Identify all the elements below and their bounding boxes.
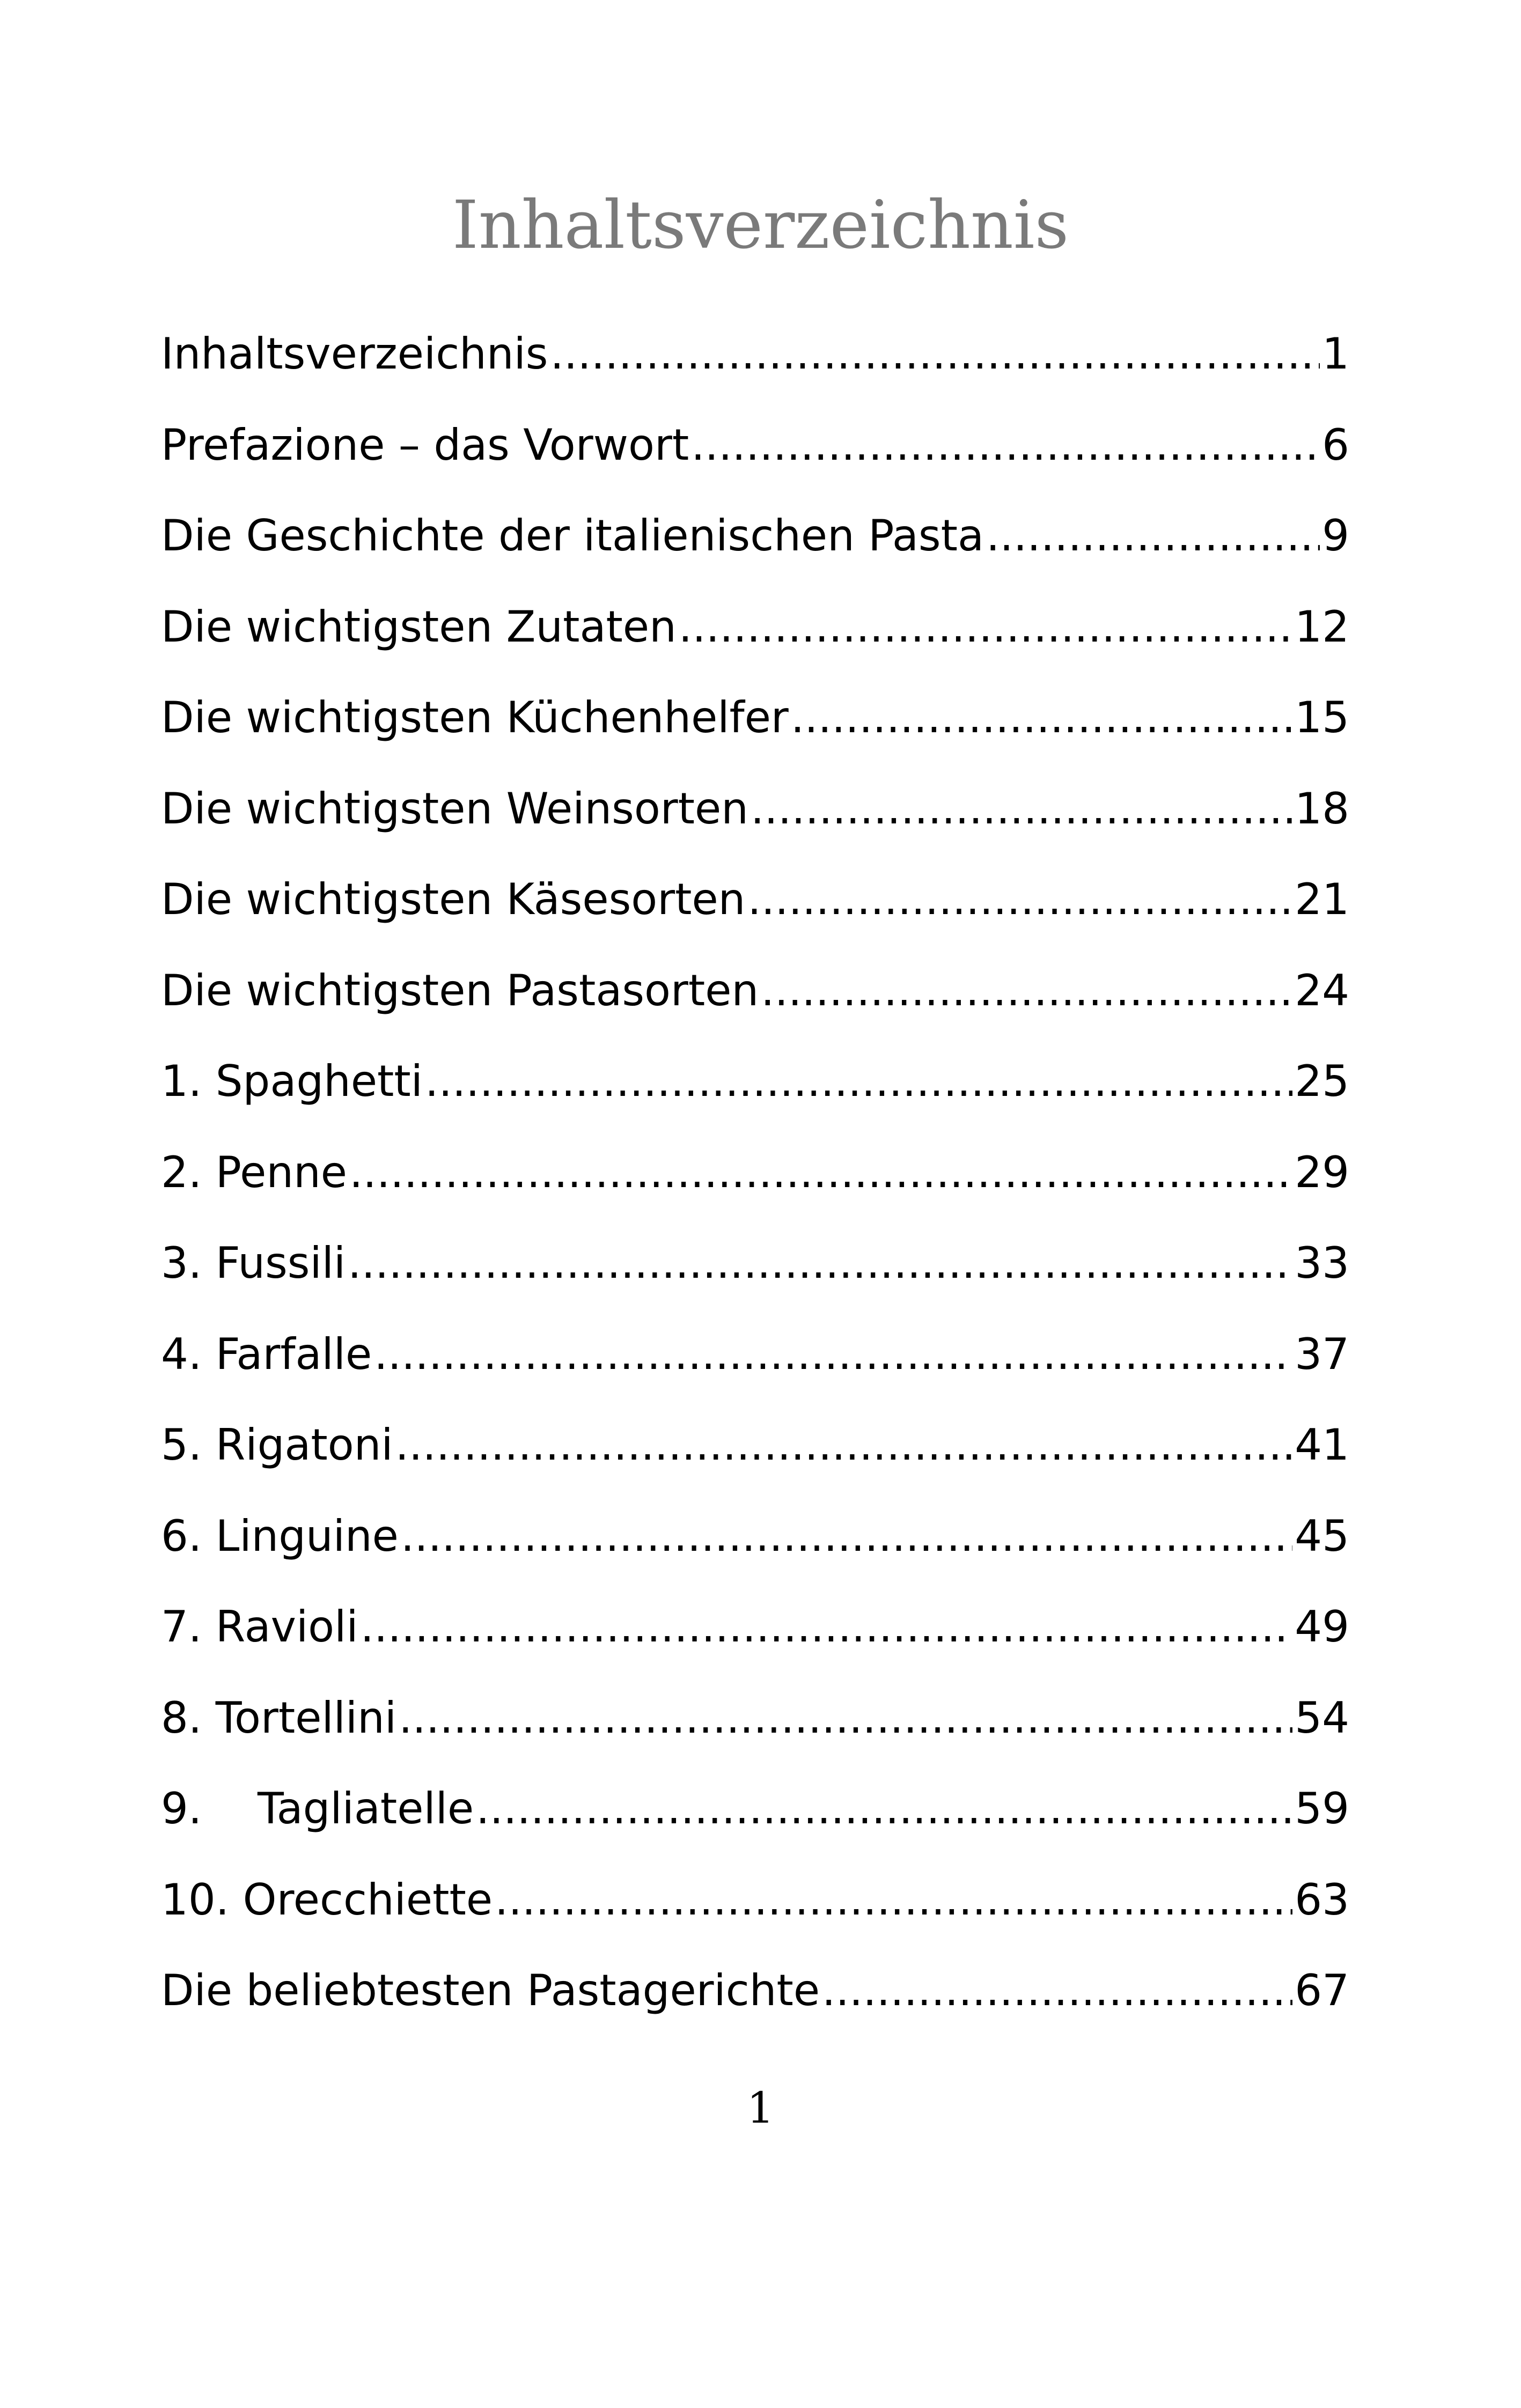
toc-entry-number: 9. [161, 1784, 202, 1833]
toc-leader-dots [550, 322, 1320, 386]
toc-entry[interactable] [161, 867, 1349, 959]
toc-entry-label: 3. Fussili [161, 1238, 346, 1288]
toc-entry[interactable] [161, 1231, 1349, 1322]
toc-entry-label: Die wichtigsten Zutaten [161, 601, 677, 652]
toc-entry-page: 9 [1322, 511, 1349, 561]
toc-entry-label: Die wichtigsten Weinsorten [161, 783, 748, 834]
toc-entry-page: 25 [1295, 1056, 1349, 1106]
toc-leader-dots [361, 1595, 1293, 1659]
toc-entry-page: 6 [1322, 419, 1349, 470]
toc-entry[interactable] [161, 1413, 1349, 1504]
toc-leader-dots [495, 1868, 1292, 1932]
toc-entry[interactable] [161, 959, 1349, 1050]
toc-entry-page: 41 [1295, 1420, 1349, 1470]
toc-entry[interactable] [161, 777, 1349, 868]
toc-entry-page: 18 [1295, 783, 1349, 834]
toc-entry-label: 7. Ravioli [161, 1602, 358, 1652]
toc-entry[interactable] [161, 1686, 1349, 1777]
toc-entry[interactable] [161, 1140, 1349, 1232]
toc-entry[interactable] [161, 1504, 1349, 1595]
toc-entry-label: Die wichtigsten Käsesorten [161, 874, 746, 924]
toc-leader-dots [822, 1958, 1292, 2023]
toc-leader-dots [476, 1777, 1292, 1841]
page-number: 1 [747, 2083, 774, 2133]
toc-entry[interactable] [161, 504, 1349, 595]
toc-leader-dots [761, 959, 1292, 1023]
toc-entry-label: 2. Penne [161, 1147, 347, 1197]
toc-entry-label: Prefazione – das Vorwort [161, 419, 689, 470]
toc-leader-dots [679, 595, 1292, 659]
toc-leader-dots [425, 1049, 1292, 1114]
table-of-contents [161, 322, 1349, 2050]
toc-entry-page: 67 [1295, 1965, 1349, 2015]
toc-entry[interactable] [161, 1777, 1349, 1868]
toc-entry-page: 37 [1295, 1329, 1349, 1379]
toc-entry[interactable] [161, 413, 1349, 504]
toc-entry-page: 1 [1322, 329, 1349, 379]
toc-leader-dots [348, 1231, 1292, 1295]
toc-entry-page: 63 [1295, 1874, 1349, 1925]
toc-entry-label: 6. Linguine [161, 1511, 399, 1561]
toc-entry-page: 54 [1295, 1692, 1349, 1743]
toc-entry-page: 33 [1295, 1238, 1349, 1288]
toc-entry-page: 45 [1295, 1511, 1349, 1561]
toc-entry[interactable] [161, 322, 1349, 413]
toc-entry[interactable] [161, 1322, 1349, 1413]
toc-leader-dots [395, 1413, 1293, 1477]
toc-leader-dots [751, 777, 1292, 841]
toc-leader-dots [986, 504, 1320, 568]
toc-entry-page: 49 [1295, 1602, 1349, 1652]
toc-entry[interactable] [161, 1049, 1349, 1140]
toc-entry[interactable] [161, 1595, 1349, 1686]
toc-entry-text: Tagliatelle [258, 1784, 474, 1833]
toc-leader-dots [691, 413, 1320, 477]
toc-entry-label: 5. Rigatoni [161, 1420, 393, 1470]
toc-entry-label: 10. Orecchiette [161, 1874, 493, 1925]
toc-entry-label: Die Geschichte der italienischen Pasta [161, 511, 984, 561]
toc-entry[interactable] [161, 595, 1349, 686]
toc-entry-label: 1. Spaghetti [161, 1056, 423, 1106]
toc-entry[interactable] [161, 1958, 1349, 2050]
toc-leader-dots [349, 1140, 1292, 1205]
toc-entry-label: Die beliebtesten Pastagerichte [161, 1965, 820, 2015]
toc-entry-page: 21 [1295, 874, 1349, 924]
toc-leader-dots [399, 1686, 1292, 1750]
page-title: Inhaltsverzeichnis [452, 187, 1069, 264]
toc-leader-dots [401, 1504, 1292, 1568]
toc-entry-label: Die wichtigsten Küchenhelfer [161, 693, 789, 742]
toc-leader-dots [374, 1322, 1292, 1387]
toc-entry-label [161, 1777, 476, 1841]
toc-entry-page: 59 [1295, 1784, 1349, 1833]
toc-leader-dots [747, 867, 1292, 932]
toc-entry-label: 8. Tortellini [161, 1692, 397, 1743]
toc-entry-page: 24 [1295, 965, 1349, 1015]
toc-entry-label: Inhaltsverzeichnis [161, 329, 548, 379]
toc-entry-label: Die wichtigsten Pastasorten [161, 965, 759, 1015]
toc-entry[interactable] [161, 1868, 1349, 1959]
toc-entry-page: 29 [1295, 1147, 1349, 1197]
toc-entry-page: 12 [1295, 601, 1349, 652]
toc-leader-dots [791, 686, 1292, 750]
toc-entry-page: 15 [1295, 693, 1349, 742]
toc-entry-label: 4. Farfalle [161, 1329, 372, 1379]
toc-entry[interactable] [161, 686, 1349, 777]
